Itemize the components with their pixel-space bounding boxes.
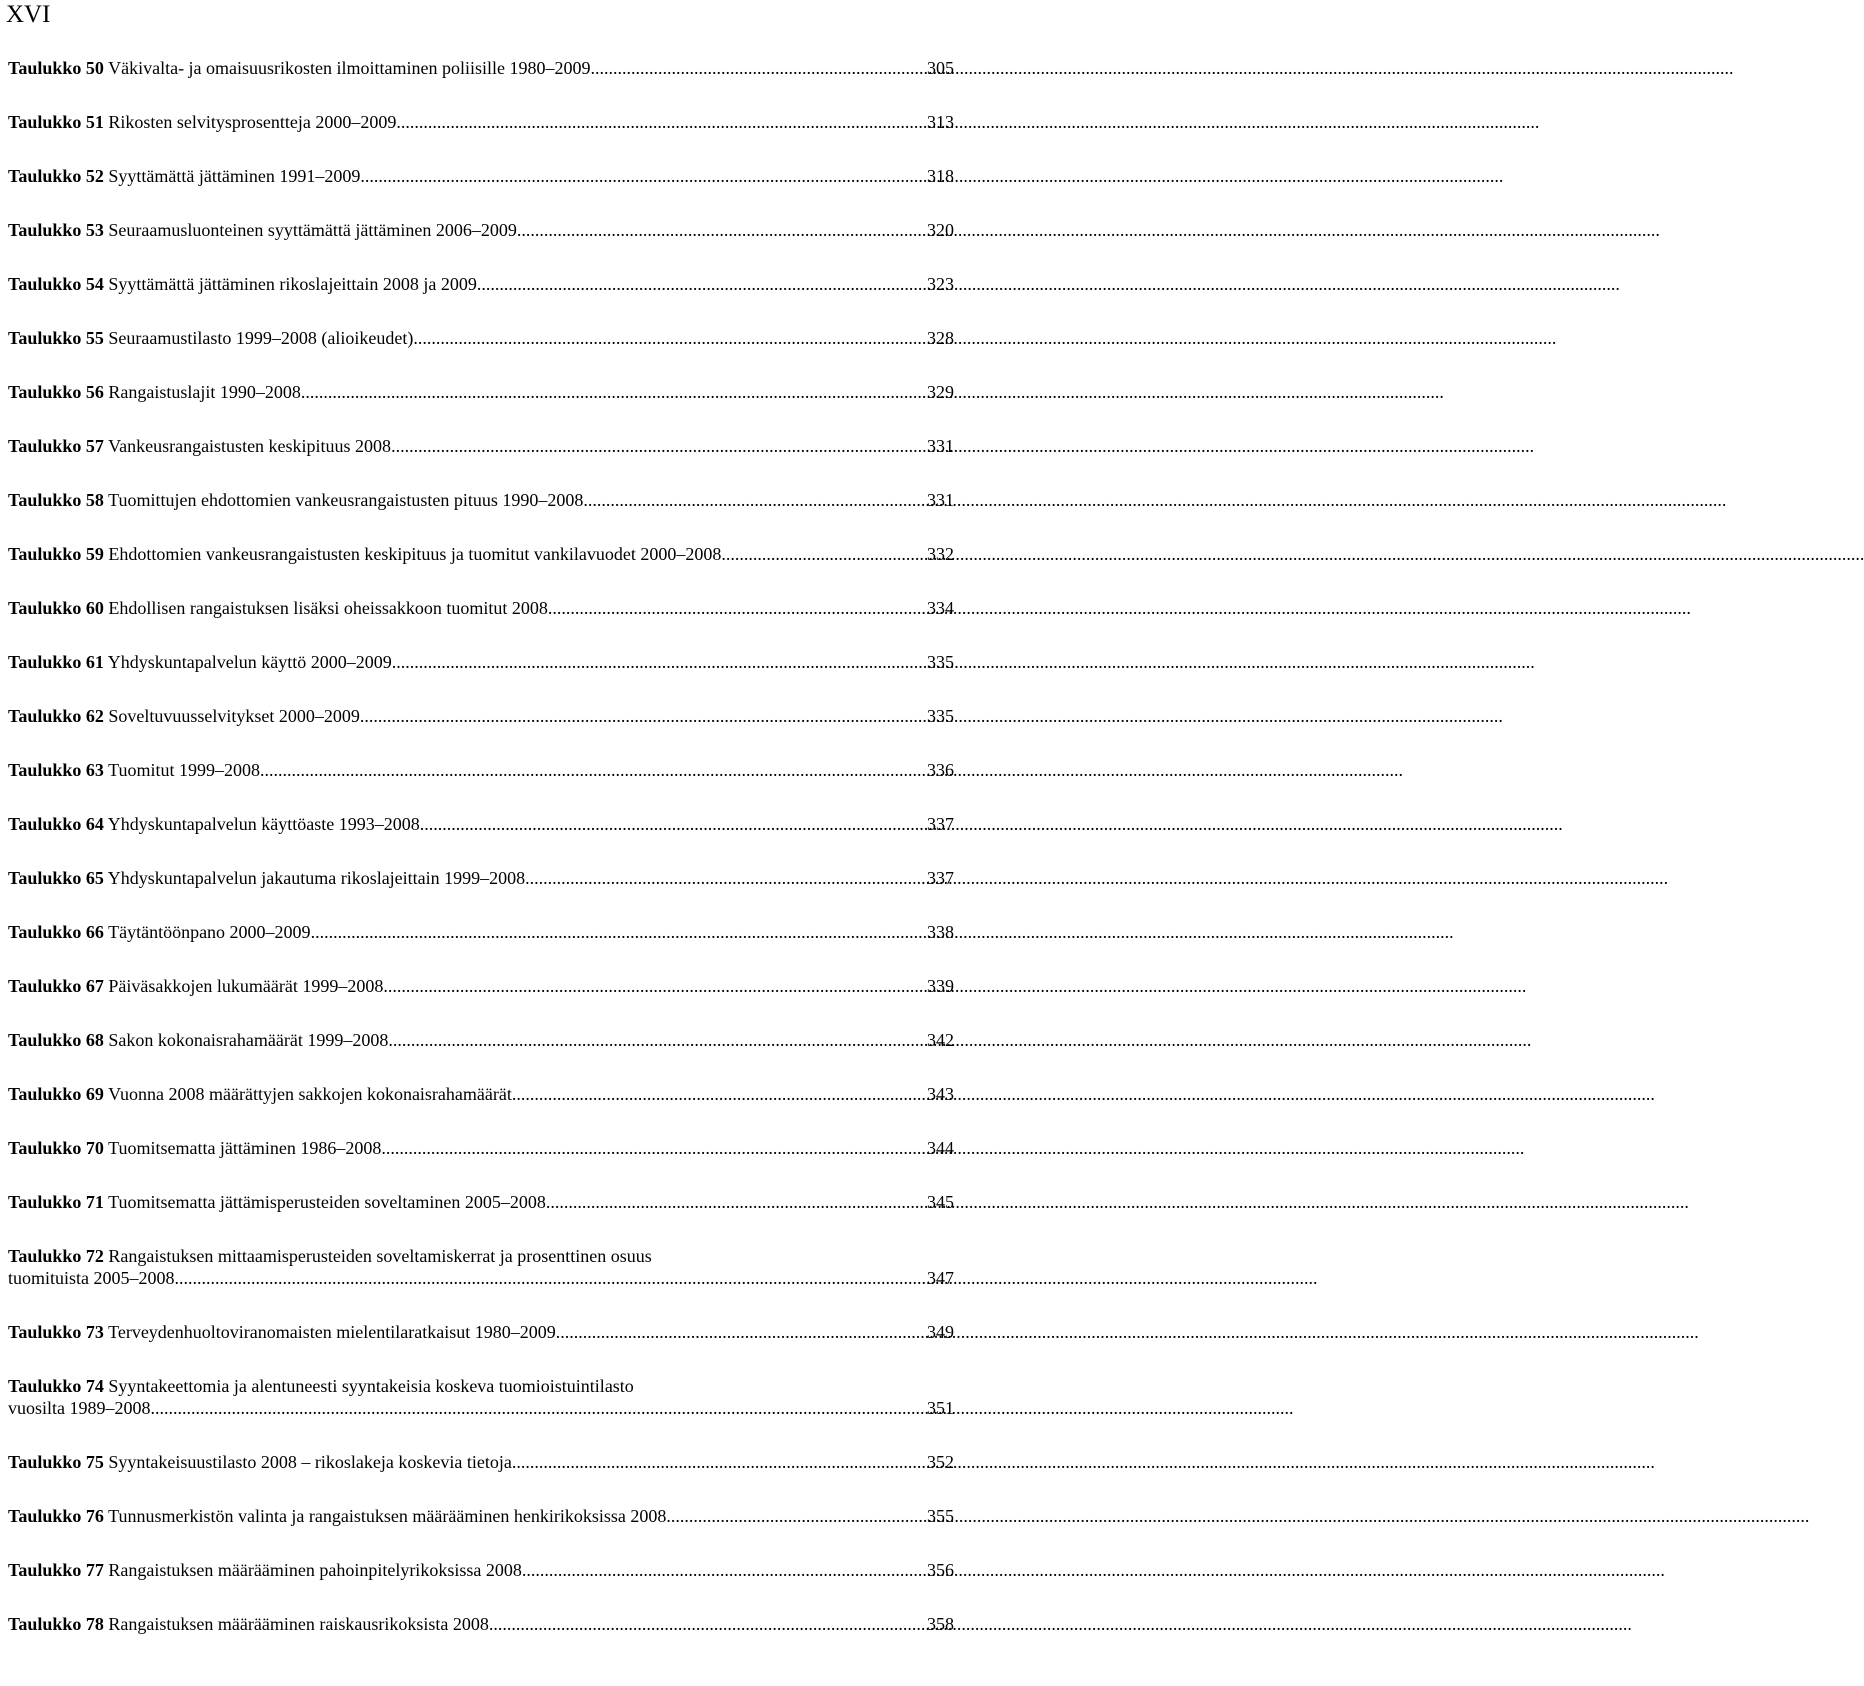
- toc-entry-page: 337: [927, 814, 954, 834]
- toc-entry-page: 328: [927, 328, 954, 348]
- toc-entry-label: Taulukko 50: [8, 58, 104, 78]
- toc-entry-text: [8, 597, 548, 619]
- dot-leader: [392, 651, 925, 673]
- toc-entry-page: 329: [927, 382, 954, 402]
- toc-entry-text: [8, 1613, 489, 1635]
- toc-entry-label: Taulukko 73: [8, 1322, 104, 1342]
- dot-leader: [721, 543, 925, 565]
- toc-entry-text: [8, 489, 583, 511]
- toc-entry-label: Taulukko 70: [8, 1138, 104, 1158]
- toc-entry[interactable]: [8, 651, 954, 673]
- toc-entry-text: [8, 1191, 546, 1213]
- toc-entry-label: Taulukko 62: [8, 706, 104, 726]
- toc-entry-title: Yhdyskuntapalvelun käyttöaste 1993–2008: [107, 814, 420, 834]
- toc-entry-text: [8, 273, 477, 295]
- toc-entry-page: 344: [927, 1138, 954, 1158]
- toc-entry-text: [8, 867, 525, 889]
- dot-leader: [388, 1029, 925, 1051]
- dot-leader: [591, 57, 925, 79]
- toc-entry-page: 338: [927, 922, 954, 942]
- toc-entry-page: 305: [927, 58, 954, 78]
- toc-entry-title: Rangaistuksen määrääminen pahoinpitelyrikoksissa 2008: [108, 1560, 522, 1580]
- toc-entry-label: Taulukko 57: [8, 436, 104, 456]
- toc-entry-label: Taulukko 51: [8, 112, 104, 132]
- dot-leader: [311, 921, 925, 943]
- toc-entry[interactable]: [8, 1613, 954, 1635]
- dot-leader: [260, 759, 925, 781]
- dot-leader: [360, 705, 925, 727]
- toc-entry-label: Taulukko 67: [8, 976, 104, 996]
- toc-entry-page: 343: [927, 1084, 954, 1104]
- toc-entry-label: Taulukko 60: [8, 598, 104, 618]
- toc-entry-label: Taulukko 53: [8, 220, 104, 240]
- toc-entry-page: 351: [927, 1398, 954, 1418]
- toc-entry[interactable]: [8, 1505, 954, 1527]
- dot-leader: [396, 111, 925, 133]
- toc-entry-title: Terveydenhuoltoviranomaisten mielentilaratkaisut 1980–2009: [108, 1322, 556, 1342]
- dot-leader: [666, 1505, 925, 1527]
- toc-entry[interactable]: [8, 435, 954, 457]
- toc-entry-page: 335: [927, 706, 954, 726]
- toc-entry-label: Taulukko 74: [8, 1376, 104, 1396]
- toc-entry-page: 313: [927, 112, 954, 132]
- toc-entry-page: 356: [927, 1560, 954, 1580]
- toc-entry-page: 347: [927, 1268, 954, 1288]
- toc-entry[interactable]: [8, 921, 954, 943]
- toc-entry-title: Syyttämättä jättäminen 1991–2009: [108, 166, 361, 186]
- toc-entry-title: Rangaistuslajit 1990–2008: [108, 382, 301, 402]
- toc-entry[interactable]: [8, 1083, 954, 1105]
- dot-leader: [489, 1613, 925, 1635]
- toc-entry-text: [8, 759, 260, 781]
- toc-entry[interactable]: [8, 975, 954, 997]
- toc-entry-page: 337: [927, 868, 954, 888]
- toc-entry-text: [8, 651, 392, 673]
- toc-entry[interactable]: [8, 705, 954, 727]
- toc-entry[interactable]: [8, 813, 954, 835]
- toc-entry-page: 332: [927, 544, 954, 564]
- dot-leader: [546, 1191, 925, 1213]
- toc-entry-title: Tunnusmerkistön valinta ja rangaistuksen määrääminen henkirikoksissa 2008: [108, 1506, 667, 1526]
- toc-entry-page: 339: [927, 976, 954, 996]
- toc-entry[interactable]: [8, 165, 954, 187]
- toc-entry-title: Seuraamustilasto 1999–2008 (alioikeudet): [108, 328, 414, 348]
- toc-entry-text: [8, 1321, 556, 1343]
- toc-entry-label: Taulukko 72: [8, 1246, 104, 1266]
- toc-entry[interactable]: [8, 867, 954, 889]
- toc-entry-label: Taulukko 56: [8, 382, 104, 402]
- toc-entry-title: Syyttämättä jättäminen rikoslajeittain 2008 ja 2009: [108, 274, 477, 294]
- dot-leader: [556, 1321, 925, 1343]
- toc-entry-page: 349: [927, 1322, 954, 1342]
- toc-entry-text: [8, 57, 591, 79]
- toc-entry-page: 336: [927, 760, 954, 780]
- toc-entry-text: [8, 381, 301, 403]
- dot-leader: [525, 867, 925, 889]
- toc-entry-page: 345: [927, 1192, 954, 1212]
- toc-entry-text: [8, 543, 721, 565]
- toc-entry-page: 335: [927, 652, 954, 672]
- toc-entry[interactable]: [8, 1321, 954, 1343]
- toc-entry-title: Täytäntöönpano 2000–2009: [108, 922, 311, 942]
- toc-entry[interactable]: [8, 273, 954, 295]
- toc-entry-title: Rikosten selvitysprosentteja 2000–2009: [108, 112, 397, 132]
- dot-leader: [517, 219, 925, 241]
- toc-entry[interactable]: [8, 489, 954, 511]
- toc-entry-text: [8, 435, 391, 457]
- toc-entry-label: Taulukko 66: [8, 922, 104, 942]
- toc-entry-title: Tuomittujen ehdottomien vankeusrangaistusten pituus 1990–2008: [108, 490, 584, 510]
- toc-entry-title: Sakon kokonaisrahamäärät 1999–2008: [108, 1030, 389, 1050]
- toc-entry-page: 318: [927, 166, 954, 186]
- toc-entry-page: 342: [927, 1030, 954, 1050]
- toc-entry-label: Taulukko 58: [8, 490, 104, 510]
- toc-entry[interactable]: [8, 1375, 954, 1419]
- toc-entry-label: Taulukko 78: [8, 1614, 104, 1634]
- toc-entry-title: Vuonna 2008 määrättyjen sakkojen kokonaisrahamäärät: [108, 1084, 512, 1104]
- dot-leader: [420, 813, 925, 835]
- toc-entry-page: 334: [927, 598, 954, 618]
- toc-entry-label: Taulukko 68: [8, 1030, 104, 1050]
- toc-entry-title: Ehdottomien vankeusrangaistusten keskipituus ja tuomitut vankilavuodet 2000–2008: [108, 544, 722, 564]
- toc-entry-page: 355: [927, 1506, 954, 1526]
- dot-leader: [301, 381, 925, 403]
- toc-entry-label: Taulukko 52: [8, 166, 104, 186]
- toc-entry[interactable]: [8, 1029, 954, 1051]
- dot-leader: [548, 597, 925, 619]
- toc-entry[interactable]: [8, 543, 954, 565]
- dot-leader: [151, 1397, 926, 1419]
- toc-entry[interactable]: [8, 1245, 954, 1289]
- toc-entry[interactable]: [8, 57, 954, 79]
- table-of-contents: [8, 57, 954, 1667]
- toc-entry-title: Yhdyskuntapalvelun käyttö 2000–2009: [107, 652, 392, 672]
- toc-entry[interactable]: [8, 219, 954, 241]
- toc-entry-text: [8, 813, 420, 835]
- toc-entry-label: Taulukko 71: [8, 1192, 104, 1212]
- toc-entry-title: Vankeusrangaistusten keskipituus 2008: [108, 436, 392, 456]
- toc-entry-label: Taulukko 59: [8, 544, 104, 564]
- toc-entry[interactable]: [8, 597, 954, 619]
- dot-leader: [583, 489, 925, 511]
- toc-entry-title: Yhdyskuntapalvelun jakautuma rikoslajeittain 1999–2008: [107, 868, 526, 888]
- toc-entry[interactable]: [8, 759, 954, 781]
- dot-leader: [413, 327, 925, 349]
- toc-entry-text: [8, 705, 360, 727]
- toc-entry[interactable]: [8, 1451, 954, 1473]
- page-number: XVI: [6, 1, 51, 28]
- toc-entry-continuation: tuomituista 2005–2008: [8, 1268, 175, 1288]
- toc-entry-continuation: vuosilta 1989–2008: [8, 1398, 151, 1418]
- toc-entry-label: Taulukko 63: [8, 760, 104, 780]
- toc-entry-label: Taulukko 55: [8, 328, 104, 348]
- toc-entry-label: Taulukko 77: [8, 1560, 104, 1580]
- toc-entry[interactable]: [8, 1191, 954, 1213]
- toc-entry-text: [8, 165, 360, 187]
- toc-entry-title: Syyntakeettomia ja alentuneesti syyntakeisia koskeva tuomioistuintilasto: [108, 1376, 634, 1396]
- toc-entry-text: [8, 1083, 512, 1105]
- toc-entry-label: Taulukko 69: [8, 1084, 104, 1104]
- toc-entry-title: Soveltuvuusselvitykset 2000–2009: [108, 706, 360, 726]
- toc-entry-label: Taulukko 76: [8, 1506, 104, 1526]
- toc-entry-text: [8, 219, 517, 241]
- toc-entry-text: [8, 975, 383, 997]
- toc-entry-text: [8, 1029, 388, 1051]
- toc-entry-label: Taulukko 54: [8, 274, 104, 294]
- toc-entry-page: 323: [927, 274, 954, 294]
- dot-leader: [522, 1559, 925, 1581]
- toc-entry-title: Tuomitut 1999–2008: [108, 760, 260, 780]
- dot-leader: [512, 1451, 925, 1473]
- toc-entry-page: 331: [927, 436, 954, 456]
- toc-entry[interactable]: [8, 381, 954, 403]
- toc-entry-label: Taulukko 64: [8, 814, 104, 834]
- toc-entry-page: 358: [927, 1614, 954, 1634]
- toc-entry-label: Taulukko 61: [8, 652, 104, 672]
- dot-leader: [383, 975, 925, 997]
- toc-entry-text: [8, 1137, 381, 1159]
- toc-entry-title: Rangaistuksen määrääminen raiskausrikoksista 2008: [108, 1614, 489, 1634]
- toc-entry[interactable]: [8, 1137, 954, 1159]
- toc-entry-text: [8, 921, 311, 943]
- toc-entry-text: [8, 1505, 666, 1527]
- toc-entry-title: Seuraamusluonteinen syyttämättä jättäminen 2006–2009: [108, 220, 517, 240]
- toc-entry-text: [8, 1559, 522, 1581]
- toc-entry-page: 331: [927, 490, 954, 510]
- dot-leader: [391, 435, 925, 457]
- toc-entry-title: Tuomitsematta jättämisperusteiden soveltaminen 2005–2008: [108, 1192, 546, 1212]
- dot-leader: [477, 273, 925, 295]
- toc-entry-page: 352: [927, 1452, 954, 1472]
- toc-entry-page: 320: [927, 220, 954, 240]
- toc-entry-text: [8, 1451, 512, 1473]
- toc-entry-text: [8, 327, 413, 349]
- toc-entry[interactable]: [8, 1559, 954, 1581]
- toc-entry-title: Väkivalta- ja omaisuusrikosten ilmoittaminen poliisille 1980–2009: [108, 58, 591, 78]
- toc-entry-title: Syyntakeisuustilasto 2008 – rikoslakeja koskevia tietoja: [108, 1452, 512, 1472]
- dot-leader: [381, 1137, 925, 1159]
- toc-entry-text: [8, 111, 396, 133]
- toc-entry-title: Päiväsakkojen lukumäärät 1999–2008: [108, 976, 384, 996]
- dot-leader: [175, 1267, 926, 1289]
- toc-entry[interactable]: [8, 111, 954, 133]
- toc-entry-title: Ehdollisen rangaistuksen lisäksi oheissakkoon tuomitut 2008: [108, 598, 548, 618]
- dot-leader: [360, 165, 925, 187]
- dot-leader: [512, 1083, 925, 1105]
- toc-entry-label: Taulukko 75: [8, 1452, 104, 1472]
- toc-entry-title: Rangaistuksen mittaamisperusteiden soveltamiskerrat ja prosenttinen osuus: [108, 1246, 652, 1266]
- toc-entry[interactable]: [8, 327, 954, 349]
- toc-entry-label: Taulukko 65: [8, 868, 104, 888]
- toc-entry-title: Tuomitsematta jättäminen 1986–2008: [108, 1138, 382, 1158]
